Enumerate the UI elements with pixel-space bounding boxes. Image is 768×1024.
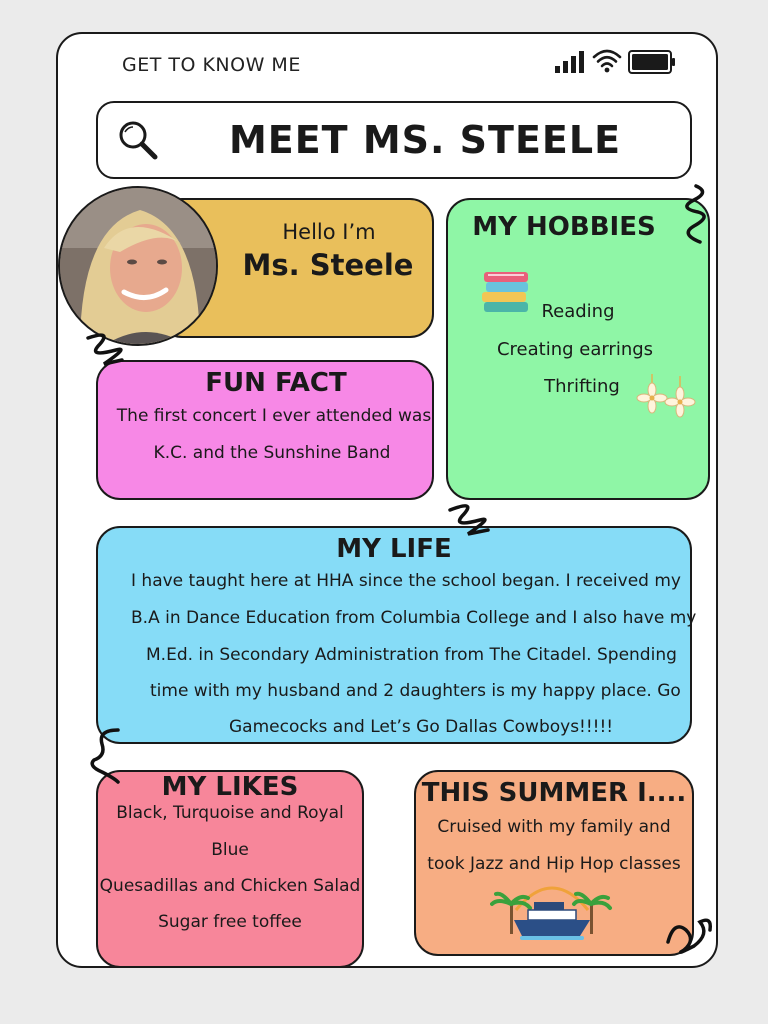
squiggle-decoration (82, 330, 132, 372)
hobby-item-2: Creating earrings (496, 339, 654, 360)
my-life-line-3: M.Ed. in Secondary Administration from The Citadel. Spending (146, 645, 677, 665)
flower-earrings-icon (636, 372, 698, 420)
my-likes-title: MY LIKES (161, 772, 299, 802)
summer-line-1: Cruised with my family and (437, 817, 671, 837)
my-life-title: MY LIFE (336, 534, 452, 564)
likes-line-3: Quesadillas and Chicken Salad (99, 876, 361, 896)
fun-fact-title: FUN FACT (205, 368, 347, 398)
hello-greeting: Hello I’m (282, 220, 376, 244)
hello-name: Ms. Steele (242, 248, 414, 282)
squiggle-decoration (88, 726, 128, 786)
page-title: MEET MS. STEELE (228, 118, 622, 162)
cruise-ship-icon (490, 870, 614, 946)
summer-title: THIS SUMMER I.... (421, 778, 687, 808)
battery-icon (628, 50, 676, 74)
avatar (58, 186, 218, 346)
signal-bars-icon (554, 50, 586, 74)
fun-fact-line-2: K.C. and the Sunshine Band (153, 443, 391, 463)
hobbies-title: MY HOBBIES (472, 212, 656, 242)
squiggle-decoration (664, 906, 716, 966)
fun-fact-line-1: The first concert I ever attended was (116, 406, 432, 426)
likes-line-2: Blue (211, 840, 249, 860)
squiggle-decoration (676, 182, 712, 246)
my-life-line-1: I have taught here at HHA since the school began. I received my (131, 571, 681, 591)
hobby-item-1: Reading (541, 301, 615, 322)
likes-line-1: Black, Turquoise and Royal (116, 803, 344, 823)
status-bar-title: GET TO KNOW ME (122, 54, 301, 76)
search-icon[interactable] (116, 118, 160, 162)
summer-line-2: took Jazz and Hip Hop classes (427, 854, 681, 874)
hobby-item-3: Thrifting (544, 376, 620, 397)
squiggle-decoration (444, 500, 496, 542)
my-life-line-4: time with my husband and 2 daughters is my happy place. Go (150, 681, 681, 701)
my-life-line-2: B.A in Dance Education from Columbia College and I also have my (131, 608, 697, 628)
likes-line-4: Sugar free toffee (158, 912, 302, 932)
my-life-line-5: Gamecocks and Let’s Go Dallas Cowboys!!!!! (229, 717, 614, 737)
wifi-icon (592, 48, 622, 74)
